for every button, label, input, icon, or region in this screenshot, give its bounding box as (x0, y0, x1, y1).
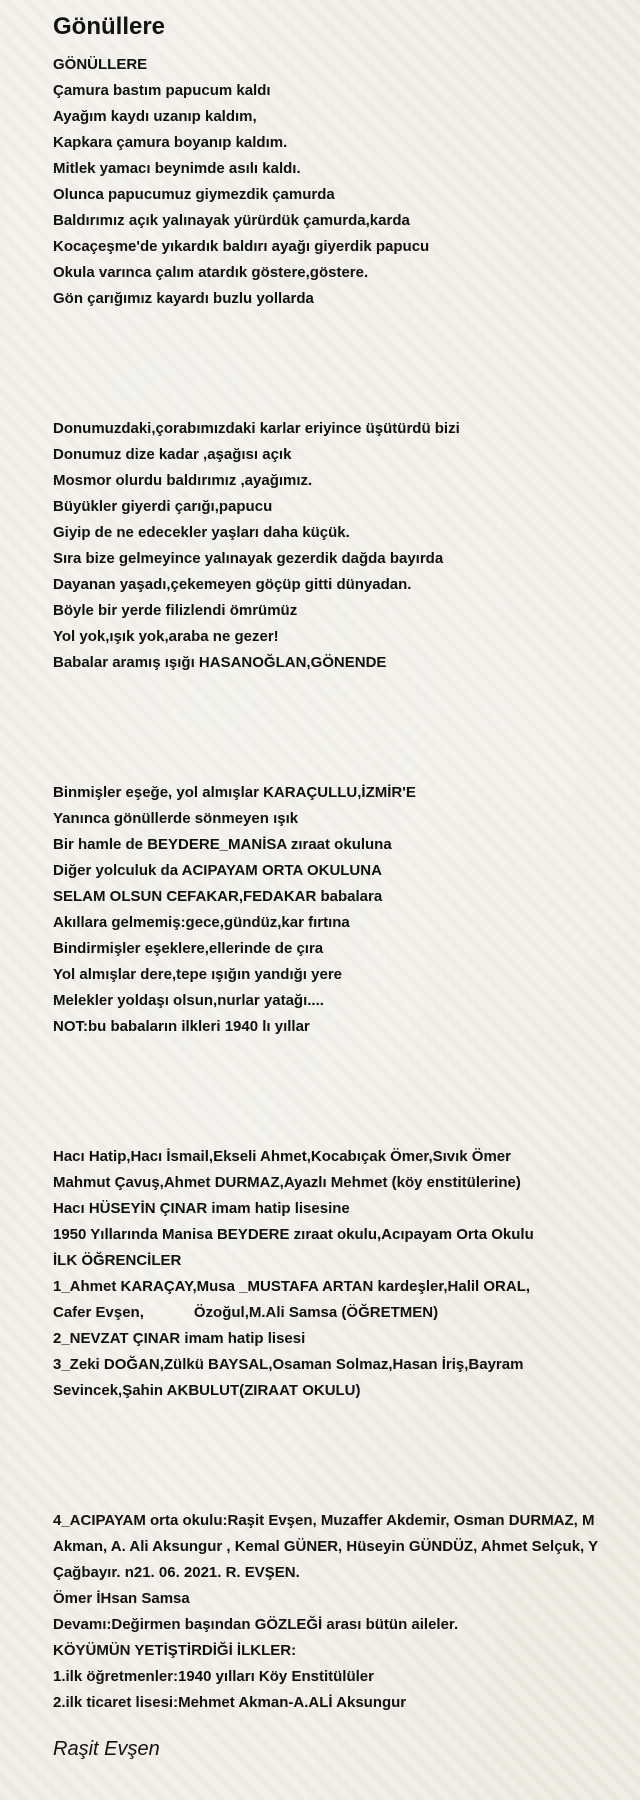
poem-line: Donumuz dize kadar ,aşağısı açık (53, 446, 292, 463)
poem-line: Binmişler eşeğe, yol almışlar KARAÇULLU,İZMİR'E (53, 784, 416, 801)
poem-line: Baldırımız açık yalınayak yürürdük çamurda,karda (53, 212, 410, 229)
poem-line: 2.ilk ticaret lisesi:Mehmet Akman-A.ALİ Aksungur (53, 1694, 407, 1711)
poem-line: GÖNÜLLERE (53, 56, 148, 73)
poem-line: Yol almışlar dere,tepe ışığın yandığı yere (53, 966, 342, 983)
poem-line: Hacı HÜSEYİN ÇINAR imam hatip lisesine (53, 1200, 350, 1217)
stanza-1 (53, 52, 640, 312)
poem-line: Kocaçeşme'de yıkardık baldırı ayağı giyerdik papucu (53, 238, 430, 255)
poem-line: Kapkara çamura boyanıp kaldım. (53, 134, 288, 151)
poem-line: 2_NEVZAT ÇINAR imam hatip lisesi (53, 1330, 306, 1347)
poem-line: Diğer yolculuk da ACIPAYAM ORTA OKULUNA (53, 862, 382, 879)
poem-line: NOT:bu babaların ilkleri 1940 lı yıllar (53, 1018, 310, 1035)
poem-line: Bir hamle de BEYDERE_MANİSA zıraat okuluna (53, 836, 392, 853)
poem-line: Hacı Hatip,Hacı İsmail,Ekseli Ahmet,Kocabıçak Ömer,Sıvık Ömer (53, 1148, 511, 1165)
poem-line: Mitlek yamacı beynimde asılı kaldı. (53, 160, 301, 177)
poem-line: 1950 Yıllarında Manisa BEYDERE zıraat okulu,Acıpayam Orta Okulu (53, 1226, 534, 1243)
poem-line: 4_ACIPAYAM orta okulu:Raşit Evşen, Muzaffer Akdemir, Osman DURMAZ, M (53, 1512, 595, 1529)
poem-line: Sevincek,Şahin AKBULUT(ZIRAAT OKULU) (53, 1382, 361, 1399)
poem-line: SELAM OLSUN CEFAKAR,FEDAKAR babalara (53, 888, 383, 905)
poem-body (53, 52, 640, 1716)
poem-line: Babalar aramış ışığı HASANOĞLAN,GÖNENDE (53, 654, 387, 671)
poem-line: Mosmor olurdu baldırımız ,ayağımız. (53, 472, 313, 489)
poem-line: Akıllara gelmemiş:gece,gündüz,kar fırtına (53, 914, 350, 931)
poem-line: Ayağım kaydı uzanıp kaldım, (53, 108, 257, 125)
poem-line: Cafer Evşen, Özoğul,M.Ali Samsa (ÖĞRETMEN) (53, 1304, 439, 1321)
poem-line: Çağbayır. n21. 06. 2021. R. EVŞEN. (53, 1564, 300, 1581)
poem-line: Devamı:Değirmen başından GÖZLEĞİ arası bütün aileler. (53, 1616, 459, 1633)
poem-line: 1_Ahmet KARAÇAY,Musa _MUSTAFA ARTAN kardeşler,Halil ORAL, (53, 1278, 531, 1295)
poem-line: Sıra bize gelmeyince yalınayak gezerdik dağda bayırda (53, 550, 444, 567)
poem-line: Giyip de ne edecekler yaşları daha küçük. (53, 524, 350, 541)
poem-title: Gönüllere (53, 13, 166, 40)
poem-line: Böyle bir yerde filizlendi ömrümüz (53, 602, 298, 619)
poem-line: Mahmut Çavuş,Ahmet DURMAZ,Ayazlı Mehmet (köy enstitülerine) (53, 1174, 521, 1191)
poem-line: Büyükler giyerdi çarığı,papucu (53, 498, 273, 515)
stanza-5 (53, 1508, 640, 1716)
poem-line: Donumuzdaki,çorabımızdaki karlar eriyince üşütürdü bizi (53, 420, 460, 437)
author-signature: Raşit Evşen (53, 1738, 160, 1760)
poem-line: Çamura bastım papucum kaldı (53, 82, 271, 99)
poem-line: KÖYÜMÜN YETİŞTİRDİĞİ İLKLER: (53, 1642, 297, 1659)
stanza-2 (53, 416, 640, 676)
poem-line: Dayanan yaşadı,çekemeyen göçüp gitti dünyadan. (53, 576, 412, 593)
poem-line: Yol yok,ışık yok,araba ne gezer! (53, 628, 279, 645)
poem-line: 3_Zeki DOĞAN,Zülkü BAYSAL,Osaman Solmaz,Hasan İriş,Bayram (53, 1356, 524, 1373)
poem-line: Olunca papucumuz giymezdik çamurda (53, 186, 335, 203)
poem-line: Gön çarığımız kayardı buzlu yollarda (53, 290, 314, 307)
poem-line: Akman, A. Ali Aksungur , Kemal GÜNER, Hüseyin GÜNDÜZ, Ahmet Selçuk, Y (53, 1538, 599, 1555)
poem-line: Bindirmişler eşeklere,ellerinde de çıra (53, 940, 324, 957)
poem-line: Okula varınca çalım atardık göstere,göstere. (53, 264, 369, 281)
stanza-3 (53, 780, 640, 1040)
poem-line: Yanınca gönüllerde sönmeyen ışık (53, 810, 299, 827)
poem-line: Ömer İHsan Samsa (53, 1590, 190, 1607)
poem-line: İLK ÖĞRENCİLER (53, 1252, 182, 1269)
poem-line: 1.ilk öğretmenler:1940 yılları Köy Enstitülüler (53, 1668, 374, 1685)
stanza-4 (53, 1144, 640, 1404)
poem-line: Melekler yoldaşı olsun,nurlar yatağı.... (53, 992, 324, 1009)
